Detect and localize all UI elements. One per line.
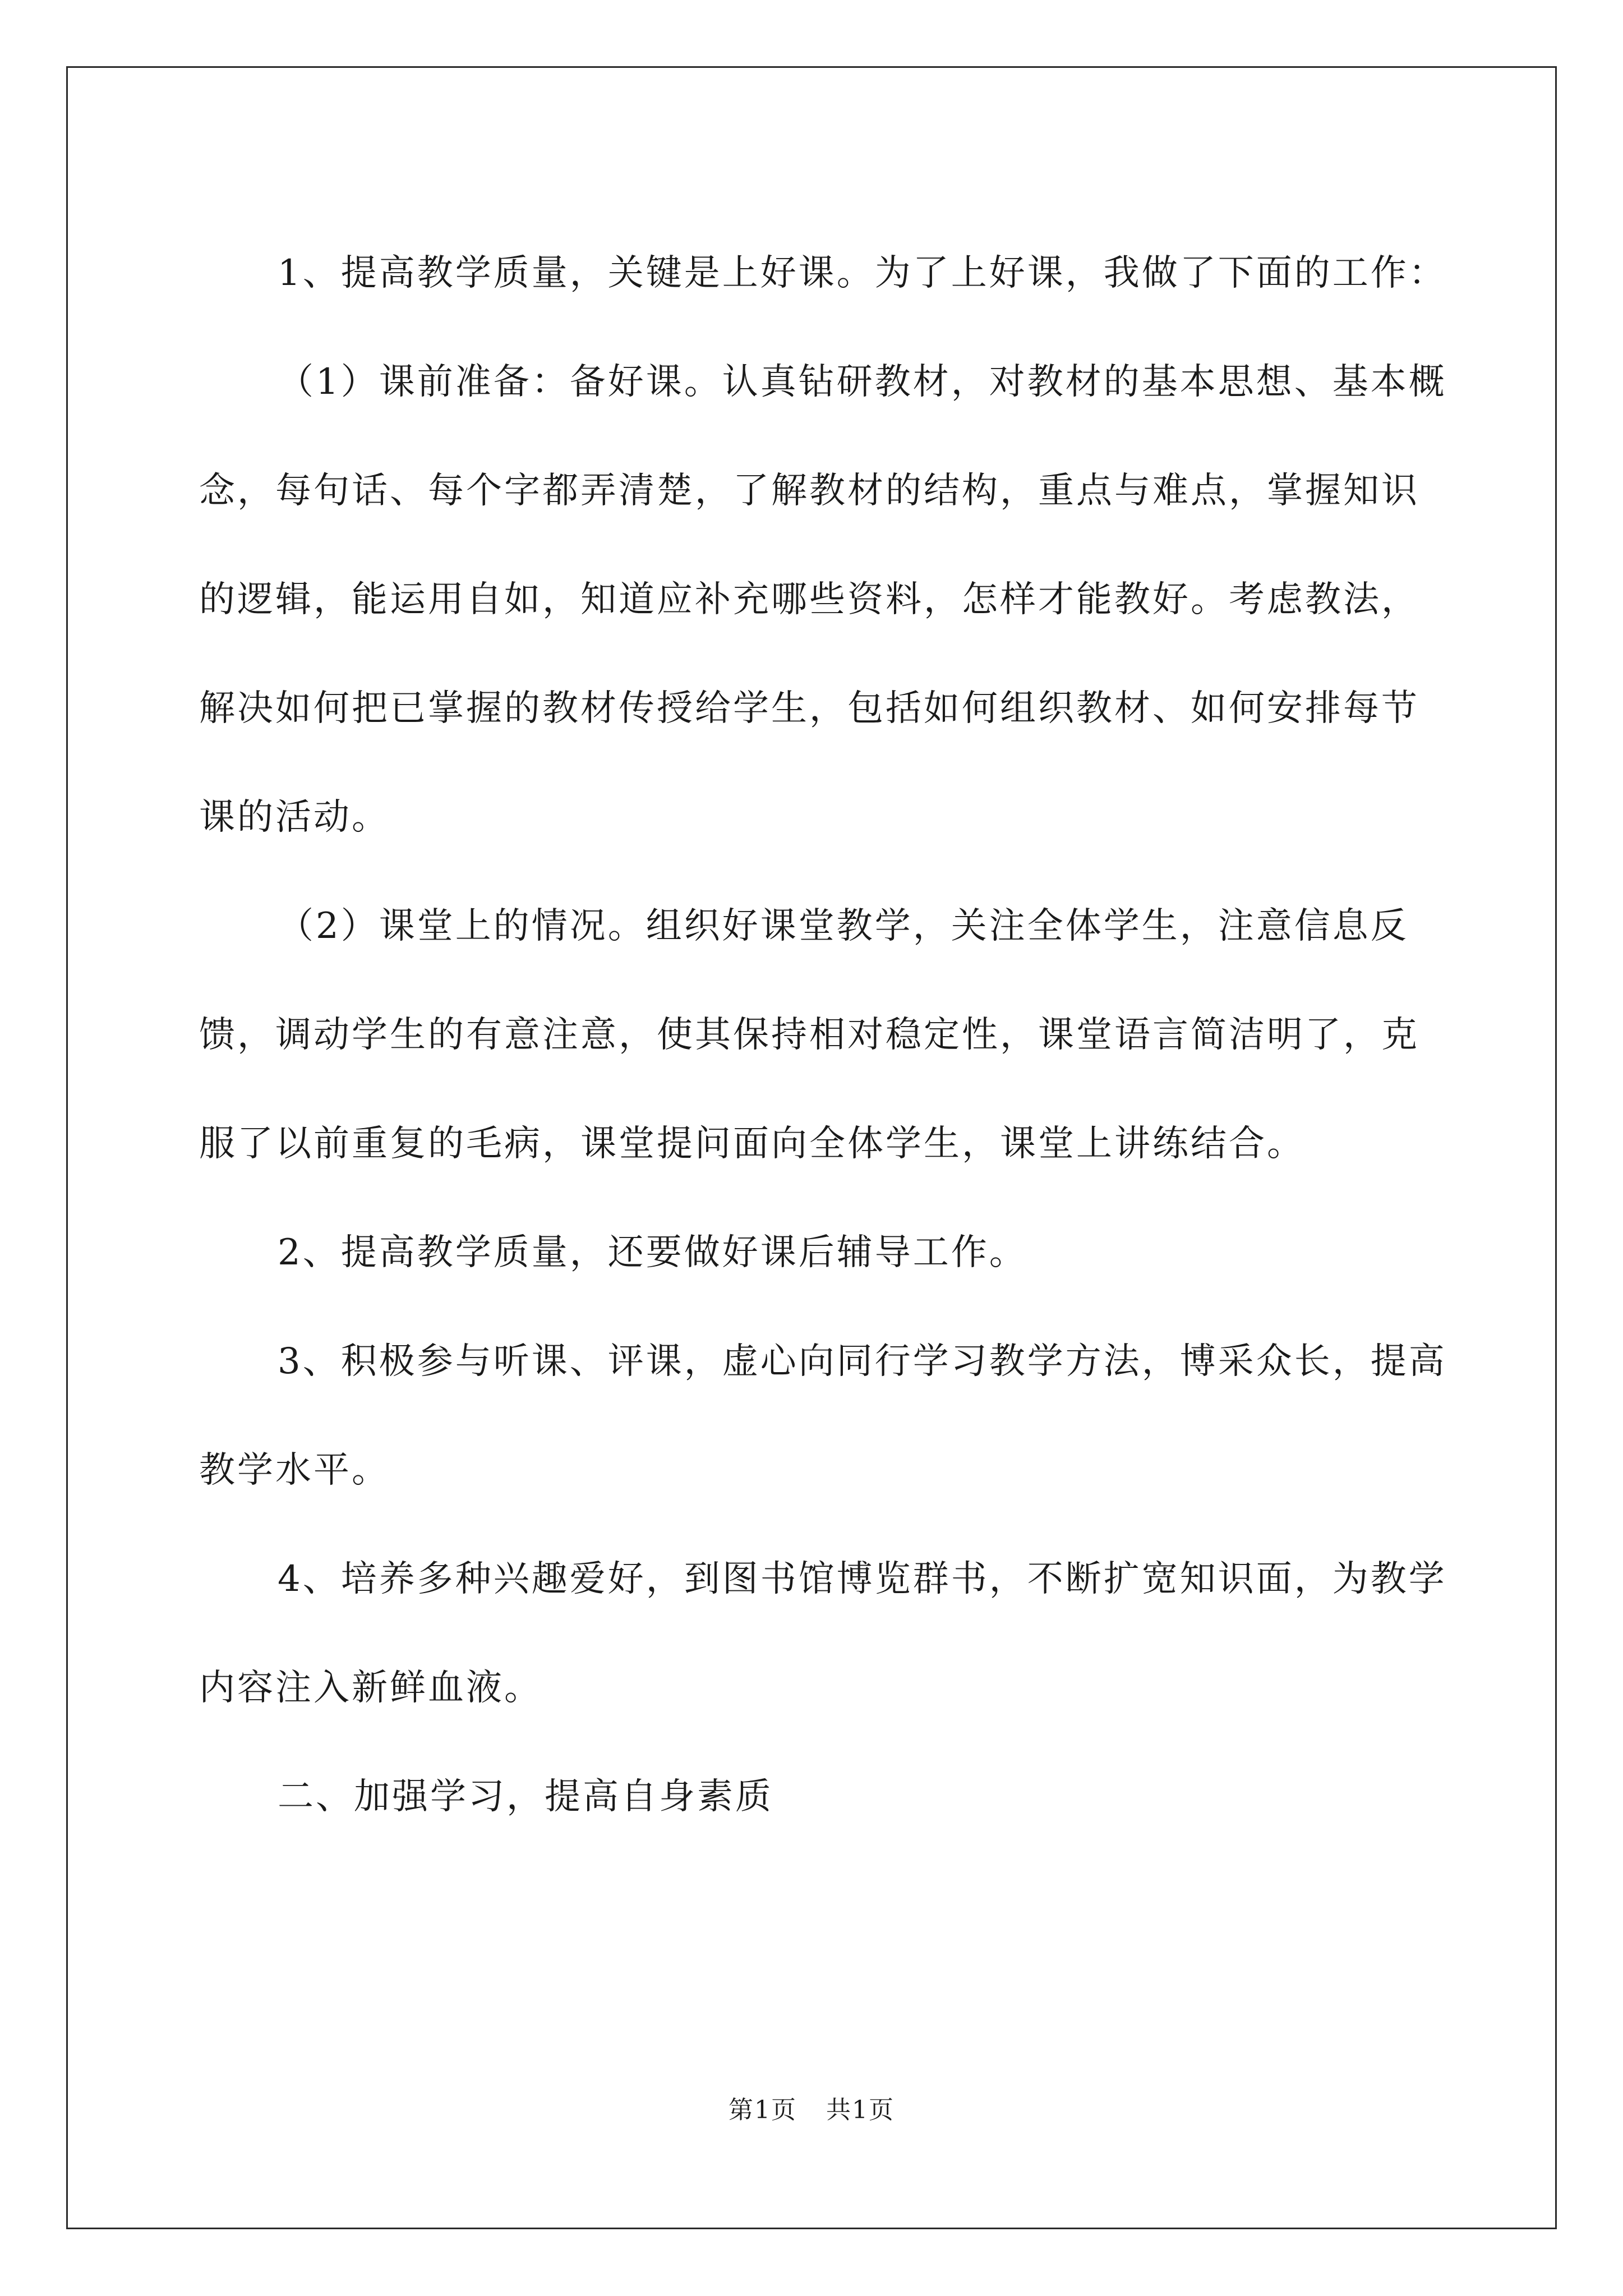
paragraph-3: （2）课堂上的情况。组织好课堂教学，关注全体学生，注意信息反馈，调动学生的有意注意，使其保持相对稳定性，课堂语言简洁明了，克服了以前重复的毛病，课堂提问面向全体学生，课堂上讲练结合。 — [199, 905, 1419, 1165]
page-footer — [0, 2090, 1623, 2125]
paragraph-4: 2、提高教学质量，还要做好课后辅导工作。 — [278, 1232, 1027, 1273]
section-heading: 二、加强学习，提高自身素质 — [278, 1776, 773, 1818]
paragraph-1: 1、提高教学质量，关键是上好课。为了上好课，我做了下面的工作： — [278, 252, 1447, 294]
paragraph-6: 4、培养多种兴趣爱好，到图书馆博览群书，不断扩宽知识面，为教学内容注入新鲜血液。 — [199, 1558, 1447, 1709]
document-body — [199, 219, 1453, 1851]
page-total: 共1页 — [826, 2096, 895, 2124]
page-number: 第1页 — [728, 2096, 797, 2124]
paragraph-5: 3、积极参与听课、评课，虚心向同行学习教学方法，博采众长，提高教学水平。 — [199, 1341, 1447, 1491]
paragraph-2: （1）课前准备：备好课。认真钻研教材，对教材的基本思想、基本概念，每句话、每个字都弄清楚，了解教材的结构，重点与难点，掌握知识的逻辑，能运用自如，知道应补充哪些资料，怎样才能教好。考虑教法，解决如何把已掌握的教材传授给学生，包括如何组织教材、如何安排每节课的活动。 — [199, 361, 1447, 838]
